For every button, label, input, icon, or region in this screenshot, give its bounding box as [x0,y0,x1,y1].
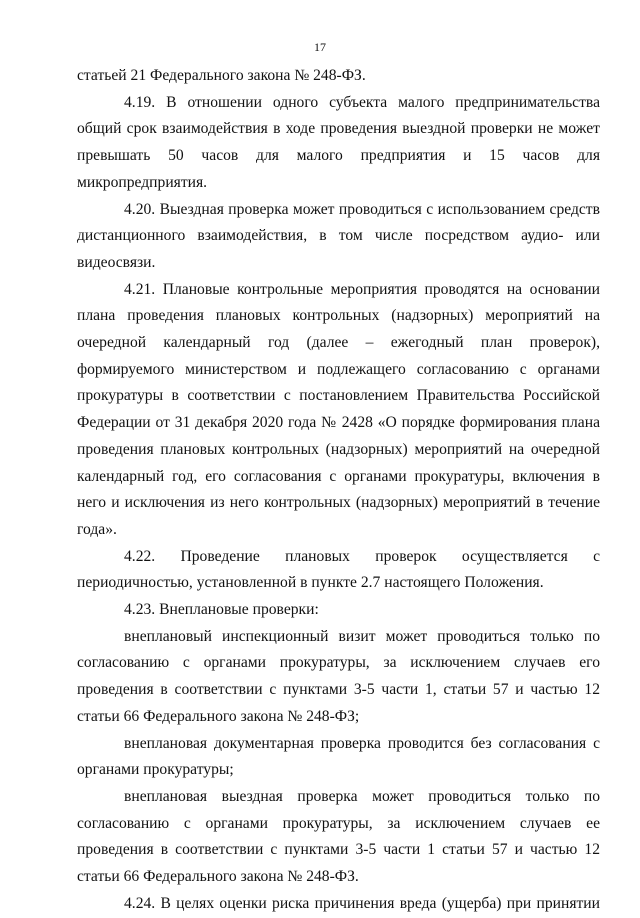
paragraph-unscheduled-visit: внеплановый инспекционный визит может проводиться только по согласованию с органами прокуратуры, за исключением случаев его проведения в соответствии с пунктами 3-5 части 1, статьи 57 и частью 12 статьи 66 Федерального закона № 248-ФЗ; [77,627,600,725]
paragraph-unscheduled-documentary-check: внеплановая документарная проверка проводится без согласования с органами прокуратуры; [77,734,600,779]
page-number: 17 [314,40,326,54]
paragraph-4-24: 4.24. В целях оценки риска причинения вреда (ущерба) при принятии [124,894,600,912]
paragraph-continuation: статьей 21 Федерального закона № 248-ФЗ. [77,67,366,84]
paragraph-4-21: 4.21. Плановые контрольные мероприятия проводятся на основании плана проведения плановых контрольных (надзорных) мероприятий на очередной календарный год (далее – ежегодный план проверок), формируемого министерством и подлежащего согласованию с органами прокуратуры в соответствии с постановлением Правительства Российской Федерации от 31 декабря 2020 года № 2428 «О порядке формирования плана проведения плановых контрольных (надзорных) мероприятий на очередной календарный год, его согласования с органами прокуратуры, включения в него и исключения из него контрольных (надзорных) мероприятий в течение года». [77,280,600,538]
document-body [77,63,600,918]
paragraph-4-22: 4.22. Проведение плановых проверок осуществляется с периодичностью, установленной в пункте 2.7 настоящего Положения. [77,547,600,592]
paragraph-4-19: 4.19. В отношении одного субъекта малого предпринимательства общий срок взаимодействия в ходе проведения выездной проверки не может превышать 50 часов для малого предприятия и 15 часов для микропредприятия. [77,93,600,191]
paragraph-4-20: 4.20. Выездная проверка может проводиться с использованием средств дистанционного взаимодействия, в том числе посредством аудио- или видеосвязи. [77,200,600,271]
paragraph-unscheduled-onsite-check: внеплановая выездная проверка может проводиться только по согласованию с органами прокуратуры, за исключением случаев ее проведения в соответствии с пунктами 3-5 части 1 статьи 57 и частью 12 статьи 66 Федерального закона № 248-ФЗ. [77,787,600,886]
paragraph-4-23: 4.23. Внеплановые проверки: [124,601,319,619]
